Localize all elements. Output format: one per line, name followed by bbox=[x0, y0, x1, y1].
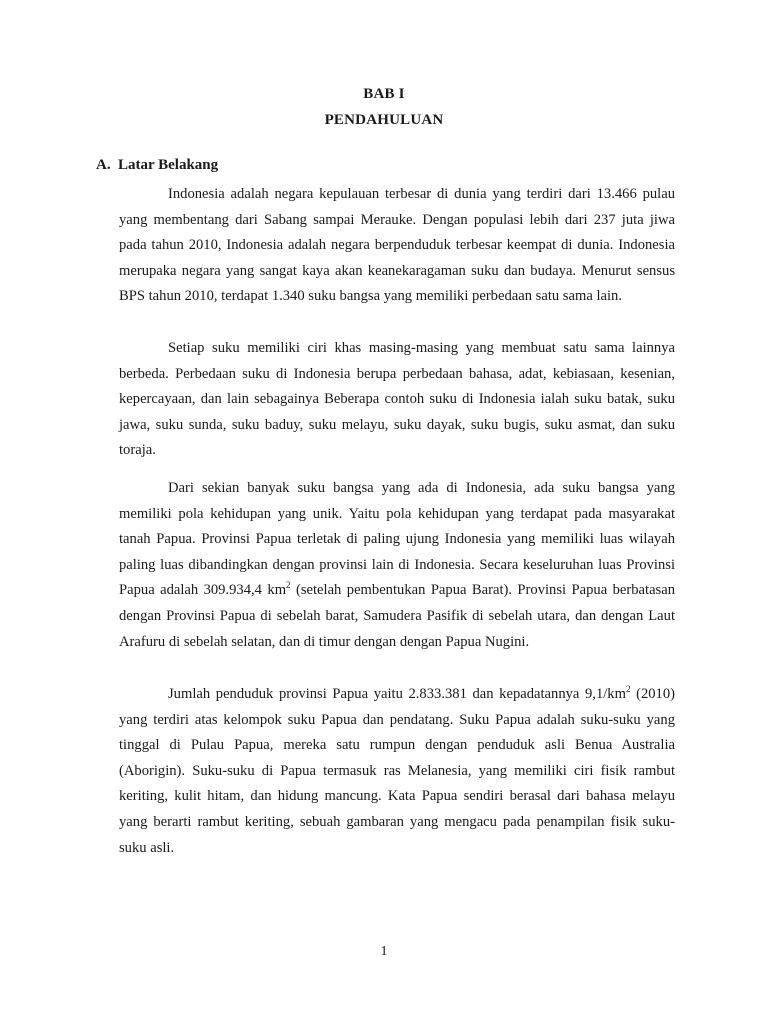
section-heading bbox=[96, 157, 218, 174]
paragraph-4 bbox=[119, 682, 675, 861]
paragraph-3-text-after: (setelah pembentukan Papua Barat). Provinsi Papua berbatasan dengan Provinsi Papua di sebelah barat, Samudera Pasifik di sebelah utara, dan dengan Laut Arafuru di sebelah selatan, dan di timur dengan dengan Papua Nugini. bbox=[119, 582, 675, 650]
section-letter: A. bbox=[96, 157, 111, 173]
paragraph-2: Setiap suku memiliki ciri khas masing-masing yang membuat satu sama lainnya berbeda. Perbedaan suku di Indonesia berupa perbedaan bahasa, adat, kebiasaan, kesenian, kepercayaan, dan lain sebagainya Beberapa contoh suku di Indonesia ialah suku batak, suku jawa, suku sunda, suku baduy, suku melayu, suku dayak, suku bugis, suku asmat, dan suku toraja. bbox=[119, 340, 675, 459]
superscript-2: 2 bbox=[286, 580, 291, 591]
paragraph-3 bbox=[119, 476, 675, 655]
page-number: 1 bbox=[380, 944, 388, 959]
section-title: Latar Belakang bbox=[118, 157, 219, 173]
paragraph-4-text-before: Jumlah penduduk provinsi Papua yaitu 2.833.381 dan kepadatannya 9,1/km bbox=[168, 686, 626, 702]
chapter-heading: BAB I bbox=[363, 86, 405, 102]
paragraph-4-text-after: (2010) yang terdiri atas kelompok suku Papua dan pendatang. Suku Papua adalah suku-suku yang tinggal di Pulau Papua, mereka satu rumpun dengan penduduk asli Benua Australia (Aborigin). Suku-suku di Papua termasuk ras Melanesia, yang memiliki ciri fisik rambut keriting, kulit hitam, dan hidung mancung. Kata Papua sendiri berasal dari bahasa melayu yang berarti rambut keriting, sebuah gambaran yang mengacu pada penampilan fisik suku-suku asli. bbox=[119, 686, 675, 856]
superscript-2: 2 bbox=[625, 684, 631, 695]
paragraph-3-text-before: Dari sekian banyak suku bangsa yang ada di Indonesia, ada suku bangsa yang memiliki pola kehidupan yang unik. Yaitu pola kehidupan yang terdapat pada masyarakat tanah Papua. Provinsi Papua terletak di paling ujung Indonesia yang memiliki luas wilayah paling luas dibandingkan dengan provinsi lain di Indonesia. Secara keseluruhan luas Provinsi Papua adalah 309.934,4 km bbox=[119, 480, 675, 599]
chapter-title: PENDAHULUAN bbox=[324, 112, 444, 128]
paragraph-1: Indonesia adalah negara kepulauan terbesar di dunia yang terdiri dari 13.466 pulau yang membentang dari Sabang sampai Merauke. Dengan populasi lebih dari 237 juta jiwa pada tahun 2010, Indonesia adalah negara berpenduduk terbesar keempat di dunia. Indonesia merupaka negara yang sangat kaya akan keanekaragaman suku dan budaya. Menurut sensus BPS tahun 2010, terdapat 1.340 suku bangsa yang memiliki perbedaan satu sama lain. bbox=[119, 186, 675, 305]
